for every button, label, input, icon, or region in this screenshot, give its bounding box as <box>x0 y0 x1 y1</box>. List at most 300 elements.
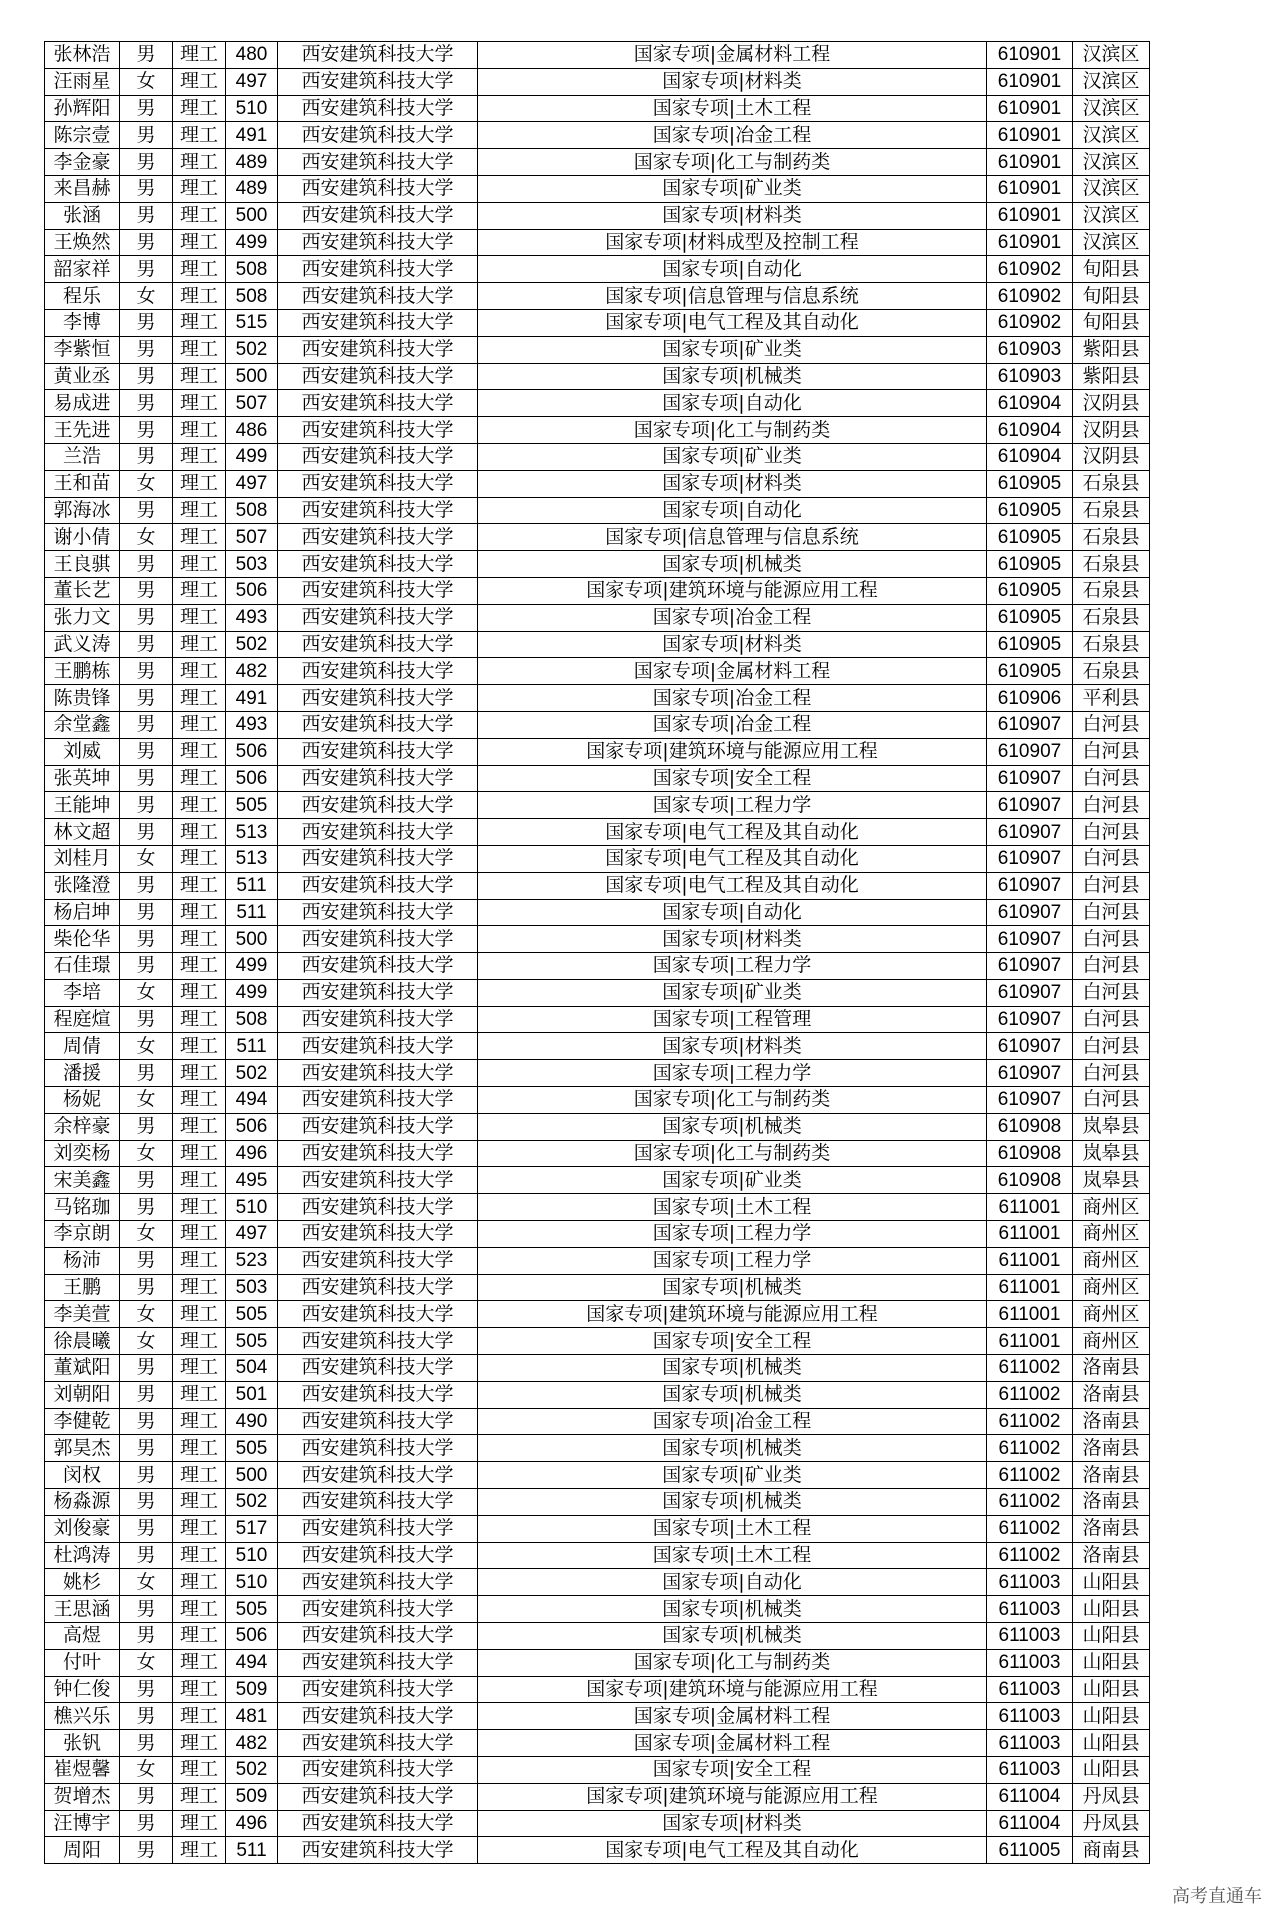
name-cell: 宋美鑫 <box>45 1167 120 1194</box>
code-cell: 610905 <box>987 497 1073 524</box>
gender-cell: 男 <box>120 551 173 578</box>
university-cell: 西安建筑科技大学 <box>278 1087 478 1114</box>
category-cell: 理工 <box>173 1810 226 1837</box>
district-cell: 白河县 <box>1073 845 1150 872</box>
score-cell: 511 <box>226 872 278 899</box>
major-cell: 国家专项|化工与制药类 <box>478 1649 987 1676</box>
name-cell: 崔煜馨 <box>45 1757 120 1784</box>
category-cell: 理工 <box>173 1408 226 1435</box>
table-row <box>45 711 1150 738</box>
category-cell: 理工 <box>173 1489 226 1516</box>
university-cell: 西安建筑科技大学 <box>278 1837 478 1864</box>
district-cell: 白河县 <box>1073 953 1150 980</box>
university-cell: 西安建筑科技大学 <box>278 953 478 980</box>
district-cell: 汉阴县 <box>1073 390 1150 417</box>
code-cell: 610905 <box>987 524 1073 551</box>
score-cell: 505 <box>226 1596 278 1623</box>
district-cell: 商州区 <box>1073 1247 1150 1274</box>
name-cell: 李紫恒 <box>45 336 120 363</box>
major-cell: 国家专项|机械类 <box>478 1623 987 1650</box>
major-cell: 国家专项|电气工程及其自动化 <box>478 819 987 846</box>
university-cell: 西安建筑科技大学 <box>278 1810 478 1837</box>
gender-cell: 男 <box>120 1730 173 1757</box>
gender-cell: 男 <box>120 202 173 229</box>
major-cell: 国家专项|安全工程 <box>478 1757 987 1784</box>
table-row <box>45 443 1150 470</box>
name-cell: 高煜 <box>45 1623 120 1650</box>
table-row <box>45 122 1150 149</box>
table-row <box>45 1623 1150 1650</box>
category-cell: 理工 <box>173 1596 226 1623</box>
category-cell: 理工 <box>173 497 226 524</box>
code-cell: 610902 <box>987 256 1073 283</box>
name-cell: 杨淼源 <box>45 1489 120 1516</box>
name-cell: 王思涵 <box>45 1596 120 1623</box>
district-cell: 汉滨区 <box>1073 175 1150 202</box>
district-cell: 洛南县 <box>1073 1435 1150 1462</box>
gender-cell: 女 <box>120 1221 173 1248</box>
university-cell: 西安建筑科技大学 <box>278 202 478 229</box>
name-cell: 张隆澄 <box>45 872 120 899</box>
category-cell: 理工 <box>173 42 226 69</box>
table-row <box>45 68 1150 95</box>
university-cell: 西安建筑科技大学 <box>278 899 478 926</box>
gender-cell: 男 <box>120 926 173 953</box>
district-cell: 紫阳县 <box>1073 336 1150 363</box>
major-cell: 国家专项|矿业类 <box>478 443 987 470</box>
district-cell: 汉滨区 <box>1073 229 1150 256</box>
score-cell: 508 <box>226 256 278 283</box>
name-cell: 李金豪 <box>45 149 120 176</box>
district-cell: 汉滨区 <box>1073 149 1150 176</box>
category-cell: 理工 <box>173 1140 226 1167</box>
gender-cell: 男 <box>120 309 173 336</box>
name-cell: 董斌阳 <box>45 1355 120 1382</box>
name-cell: 郭昊杰 <box>45 1435 120 1462</box>
major-cell: 国家专项|机械类 <box>478 1435 987 1462</box>
table-row <box>45 309 1150 336</box>
major-cell: 国家专项|自动化 <box>478 497 987 524</box>
major-cell: 国家专项|土木工程 <box>478 95 987 122</box>
code-cell: 610907 <box>987 1087 1073 1114</box>
category-cell: 理工 <box>173 1837 226 1864</box>
university-cell: 西安建筑科技大学 <box>278 792 478 819</box>
score-cell: 507 <box>226 524 278 551</box>
score-cell: 503 <box>226 551 278 578</box>
score-cell: 493 <box>226 711 278 738</box>
category-cell: 理工 <box>173 1515 226 1542</box>
code-cell: 610907 <box>987 953 1073 980</box>
district-cell: 山阳县 <box>1073 1757 1150 1784</box>
category-cell: 理工 <box>173 175 226 202</box>
district-cell: 商州区 <box>1073 1194 1150 1221</box>
gender-cell: 男 <box>120 1381 173 1408</box>
gender-cell: 女 <box>120 283 173 310</box>
table-row <box>45 149 1150 176</box>
major-cell: 国家专项|化工与制药类 <box>478 1087 987 1114</box>
district-cell: 白河县 <box>1073 1033 1150 1060</box>
district-cell: 石泉县 <box>1073 524 1150 551</box>
category-cell: 理工 <box>173 765 226 792</box>
district-cell: 汉滨区 <box>1073 68 1150 95</box>
major-cell: 国家专项|电气工程及其自动化 <box>478 872 987 899</box>
score-cell: 509 <box>226 1676 278 1703</box>
name-cell: 王鹏 <box>45 1274 120 1301</box>
gender-cell: 男 <box>120 792 173 819</box>
score-cell: 499 <box>226 443 278 470</box>
university-cell: 西安建筑科技大学 <box>278 1328 478 1355</box>
score-cell: 517 <box>226 1515 278 1542</box>
district-cell: 山阳县 <box>1073 1649 1150 1676</box>
district-cell: 紫阳县 <box>1073 363 1150 390</box>
major-cell: 国家专项|建筑环境与能源应用工程 <box>478 738 987 765</box>
code-cell: 611003 <box>987 1757 1073 1784</box>
category-cell: 理工 <box>173 524 226 551</box>
table-row <box>45 1087 1150 1114</box>
name-cell: 石佳璟 <box>45 953 120 980</box>
university-cell: 西安建筑科技大学 <box>278 1113 478 1140</box>
major-cell: 国家专项|矿业类 <box>478 175 987 202</box>
gender-cell: 男 <box>120 1703 173 1730</box>
gender-cell: 男 <box>120 1408 173 1435</box>
name-cell: 易成进 <box>45 390 120 417</box>
name-cell: 付叶 <box>45 1649 120 1676</box>
university-cell: 西安建筑科技大学 <box>278 604 478 631</box>
table-row <box>45 1783 1150 1810</box>
code-cell: 610904 <box>987 417 1073 444</box>
category-cell: 理工 <box>173 1247 226 1274</box>
gender-cell: 男 <box>120 42 173 69</box>
name-cell: 林文超 <box>45 819 120 846</box>
category-cell: 理工 <box>173 1381 226 1408</box>
score-cell: 505 <box>226 792 278 819</box>
table-row <box>45 1140 1150 1167</box>
score-cell: 507 <box>226 390 278 417</box>
major-cell: 国家专项|安全工程 <box>478 1328 987 1355</box>
table-row <box>45 1703 1150 1730</box>
gender-cell: 男 <box>120 1274 173 1301</box>
gender-cell: 男 <box>120 1542 173 1569</box>
code-cell: 610905 <box>987 604 1073 631</box>
gender-cell: 男 <box>120 765 173 792</box>
score-cell: 480 <box>226 42 278 69</box>
university-cell: 西安建筑科技大学 <box>278 765 478 792</box>
name-cell: 陈宗壹 <box>45 122 120 149</box>
district-cell: 山阳县 <box>1073 1676 1150 1703</box>
category-cell: 理工 <box>173 1569 226 1596</box>
major-cell: 国家专项|材料类 <box>478 202 987 229</box>
district-cell: 丹凤县 <box>1073 1783 1150 1810</box>
code-cell: 610904 <box>987 443 1073 470</box>
name-cell: 张英坤 <box>45 765 120 792</box>
category-cell: 理工 <box>173 1623 226 1650</box>
district-cell: 山阳县 <box>1073 1730 1150 1757</box>
code-cell: 611003 <box>987 1569 1073 1596</box>
gender-cell: 男 <box>120 390 173 417</box>
code-cell: 610907 <box>987 1033 1073 1060</box>
gender-cell: 男 <box>120 1006 173 1033</box>
university-cell: 西安建筑科技大学 <box>278 417 478 444</box>
category-cell: 理工 <box>173 819 226 846</box>
major-cell: 国家专项|电气工程及其自动化 <box>478 845 987 872</box>
code-cell: 610907 <box>987 738 1073 765</box>
category-cell: 理工 <box>173 1087 226 1114</box>
score-cell: 515 <box>226 309 278 336</box>
gender-cell: 男 <box>120 1113 173 1140</box>
district-cell: 岚皋县 <box>1073 1113 1150 1140</box>
code-cell: 610901 <box>987 42 1073 69</box>
university-cell: 西安建筑科技大学 <box>278 470 478 497</box>
code-cell: 611003 <box>987 1703 1073 1730</box>
university-cell: 西安建筑科技大学 <box>278 1757 478 1784</box>
code-cell: 610907 <box>987 1060 1073 1087</box>
code-cell: 610908 <box>987 1167 1073 1194</box>
university-cell: 西安建筑科技大学 <box>278 122 478 149</box>
district-cell: 旬阳县 <box>1073 256 1150 283</box>
score-cell: 486 <box>226 417 278 444</box>
name-cell: 周阳 <box>45 1837 120 1864</box>
gender-cell: 男 <box>120 443 173 470</box>
university-cell: 西安建筑科技大学 <box>278 711 478 738</box>
score-cell: 505 <box>226 1435 278 1462</box>
name-cell: 刘桂月 <box>45 845 120 872</box>
university-cell: 西安建筑科技大学 <box>278 1194 478 1221</box>
gender-cell: 男 <box>120 229 173 256</box>
major-cell: 国家专项|材料成型及控制工程 <box>478 229 987 256</box>
table-row <box>45 202 1150 229</box>
category-cell: 理工 <box>173 1060 226 1087</box>
major-cell: 国家专项|冶金工程 <box>478 711 987 738</box>
table-row <box>45 1006 1150 1033</box>
score-cell: 496 <box>226 1810 278 1837</box>
university-cell: 西安建筑科技大学 <box>278 363 478 390</box>
name-cell: 刘朝阳 <box>45 1381 120 1408</box>
gender-cell: 男 <box>120 631 173 658</box>
major-cell: 国家专项|建筑环境与能源应用工程 <box>478 577 987 604</box>
major-cell: 国家专项|工程管理 <box>478 1006 987 1033</box>
district-cell: 洛南县 <box>1073 1515 1150 1542</box>
university-cell: 西安建筑科技大学 <box>278 1703 478 1730</box>
category-cell: 理工 <box>173 470 226 497</box>
university-cell: 西安建筑科技大学 <box>278 1167 478 1194</box>
name-cell: 孙辉阳 <box>45 95 120 122</box>
name-cell: 王先进 <box>45 417 120 444</box>
district-cell: 石泉县 <box>1073 631 1150 658</box>
code-cell: 610904 <box>987 390 1073 417</box>
table-row <box>45 1408 1150 1435</box>
code-cell: 610901 <box>987 202 1073 229</box>
university-cell: 西安建筑科技大学 <box>278 1676 478 1703</box>
district-cell: 商南县 <box>1073 1837 1150 1864</box>
gender-cell: 男 <box>120 738 173 765</box>
score-cell: 501 <box>226 1381 278 1408</box>
gender-cell: 女 <box>120 1087 173 1114</box>
major-cell: 国家专项|机械类 <box>478 363 987 390</box>
gender-cell: 男 <box>120 175 173 202</box>
district-cell: 旬阳县 <box>1073 309 1150 336</box>
code-cell: 610907 <box>987 765 1073 792</box>
name-cell: 武义涛 <box>45 631 120 658</box>
major-cell: 国家专项|金属材料工程 <box>478 42 987 69</box>
table-row <box>45 738 1150 765</box>
university-cell: 西安建筑科技大学 <box>278 309 478 336</box>
category-cell: 理工 <box>173 1328 226 1355</box>
district-cell: 白河县 <box>1073 738 1150 765</box>
name-cell: 刘奕杨 <box>45 1140 120 1167</box>
score-cell: 494 <box>226 1087 278 1114</box>
major-cell: 国家专项|土木工程 <box>478 1515 987 1542</box>
gender-cell: 男 <box>120 1194 173 1221</box>
major-cell: 国家专项|电气工程及其自动化 <box>478 309 987 336</box>
major-cell: 国家专项|材料类 <box>478 1810 987 1837</box>
major-cell: 国家专项|冶金工程 <box>478 604 987 631</box>
category-cell: 理工 <box>173 658 226 685</box>
university-cell: 西安建筑科技大学 <box>278 738 478 765</box>
score-cell: 513 <box>226 819 278 846</box>
major-cell: 国家专项|矿业类 <box>478 336 987 363</box>
code-cell: 611001 <box>987 1301 1073 1328</box>
table-row <box>45 470 1150 497</box>
category-cell: 理工 <box>173 202 226 229</box>
major-cell: 国家专项|化工与制药类 <box>478 149 987 176</box>
name-cell: 谢小倩 <box>45 524 120 551</box>
table-row <box>45 765 1150 792</box>
gender-cell: 男 <box>120 149 173 176</box>
name-cell: 杜鸿涛 <box>45 1542 120 1569</box>
university-cell: 西安建筑科技大学 <box>278 1515 478 1542</box>
code-cell: 610903 <box>987 336 1073 363</box>
major-cell: 国家专项|金属材料工程 <box>478 658 987 685</box>
category-cell: 理工 <box>173 1194 226 1221</box>
university-cell: 西安建筑科技大学 <box>278 390 478 417</box>
gender-cell: 男 <box>120 1167 173 1194</box>
table-row <box>45 1462 1150 1489</box>
table-row <box>45 577 1150 604</box>
district-cell: 平利县 <box>1073 685 1150 712</box>
name-cell: 董长艺 <box>45 577 120 604</box>
district-cell: 白河县 <box>1073 1060 1150 1087</box>
code-cell: 610908 <box>987 1140 1073 1167</box>
major-cell: 国家专项|冶金工程 <box>478 1408 987 1435</box>
category-cell: 理工 <box>173 1542 226 1569</box>
score-cell: 502 <box>226 336 278 363</box>
university-cell: 西安建筑科技大学 <box>278 1221 478 1248</box>
name-cell: 刘威 <box>45 738 120 765</box>
category-cell: 理工 <box>173 1757 226 1784</box>
university-cell: 西安建筑科技大学 <box>278 1596 478 1623</box>
university-cell: 西安建筑科技大学 <box>278 1006 478 1033</box>
category-cell: 理工 <box>173 926 226 953</box>
score-cell: 489 <box>226 149 278 176</box>
table-row <box>45 497 1150 524</box>
major-cell: 国家专项|材料类 <box>478 470 987 497</box>
gender-cell: 男 <box>120 819 173 846</box>
district-cell: 石泉县 <box>1073 604 1150 631</box>
university-cell: 西安建筑科技大学 <box>278 1301 478 1328</box>
score-cell: 511 <box>226 899 278 926</box>
name-cell: 马铭珈 <box>45 1194 120 1221</box>
table-row <box>45 229 1150 256</box>
score-cell: 490 <box>226 1408 278 1435</box>
university-cell: 西安建筑科技大学 <box>278 1381 478 1408</box>
major-cell: 国家专项|土木工程 <box>478 1542 987 1569</box>
table-row <box>45 1435 1150 1462</box>
major-cell: 国家专项|金属材料工程 <box>478 1703 987 1730</box>
gender-cell: 女 <box>120 1140 173 1167</box>
code-cell: 611002 <box>987 1462 1073 1489</box>
major-cell: 国家专项|冶金工程 <box>478 685 987 712</box>
score-cell: 508 <box>226 1006 278 1033</box>
university-cell: 西安建筑科技大学 <box>278 1462 478 1489</box>
gender-cell: 男 <box>120 1435 173 1462</box>
university-cell: 西安建筑科技大学 <box>278 175 478 202</box>
score-cell: 510 <box>226 95 278 122</box>
category-cell: 理工 <box>173 604 226 631</box>
table-row <box>45 524 1150 551</box>
category-cell: 理工 <box>173 845 226 872</box>
district-cell: 商州区 <box>1073 1221 1150 1248</box>
code-cell: 610901 <box>987 229 1073 256</box>
code-cell: 610905 <box>987 470 1073 497</box>
score-cell: 502 <box>226 1060 278 1087</box>
university-cell: 西安建筑科技大学 <box>278 1247 478 1274</box>
code-cell: 611001 <box>987 1274 1073 1301</box>
score-cell: 499 <box>226 979 278 1006</box>
score-cell: 506 <box>226 1623 278 1650</box>
major-cell: 国家专项|工程力学 <box>478 1221 987 1248</box>
major-cell: 国家专项|安全工程 <box>478 765 987 792</box>
table-row <box>45 1569 1150 1596</box>
gender-cell: 男 <box>120 256 173 283</box>
district-cell: 山阳县 <box>1073 1596 1150 1623</box>
name-cell: 柴伦华 <box>45 926 120 953</box>
table-row <box>45 283 1150 310</box>
code-cell: 611005 <box>987 1837 1073 1864</box>
district-cell: 旬阳县 <box>1073 283 1150 310</box>
gender-cell: 男 <box>120 1837 173 1864</box>
code-cell: 610907 <box>987 792 1073 819</box>
table-row <box>45 1515 1150 1542</box>
name-cell: 杨沛 <box>45 1247 120 1274</box>
category-cell: 理工 <box>173 1355 226 1382</box>
category-cell: 理工 <box>173 309 226 336</box>
gender-cell: 男 <box>120 711 173 738</box>
major-cell: 国家专项|冶金工程 <box>478 122 987 149</box>
district-cell: 汉滨区 <box>1073 95 1150 122</box>
gender-cell: 女 <box>120 524 173 551</box>
university-cell: 西安建筑科技大学 <box>278 1355 478 1382</box>
code-cell: 611002 <box>987 1381 1073 1408</box>
major-cell: 国家专项|机械类 <box>478 1596 987 1623</box>
gender-cell: 男 <box>120 1355 173 1382</box>
gender-cell: 男 <box>120 1247 173 1274</box>
major-cell: 国家专项|自动化 <box>478 256 987 283</box>
name-cell: 王和苗 <box>45 470 120 497</box>
gender-cell: 女 <box>120 979 173 1006</box>
category-cell: 理工 <box>173 631 226 658</box>
district-cell: 石泉县 <box>1073 577 1150 604</box>
score-cell: 510 <box>226 1569 278 1596</box>
gender-cell: 女 <box>120 1301 173 1328</box>
major-cell: 国家专项|信息管理与信息系统 <box>478 283 987 310</box>
district-cell: 汉阴县 <box>1073 417 1150 444</box>
gender-cell: 男 <box>120 685 173 712</box>
gender-cell: 女 <box>120 1649 173 1676</box>
university-cell: 西安建筑科技大学 <box>278 845 478 872</box>
table-row <box>45 845 1150 872</box>
district-cell: 石泉县 <box>1073 658 1150 685</box>
university-cell: 西安建筑科技大学 <box>278 1569 478 1596</box>
